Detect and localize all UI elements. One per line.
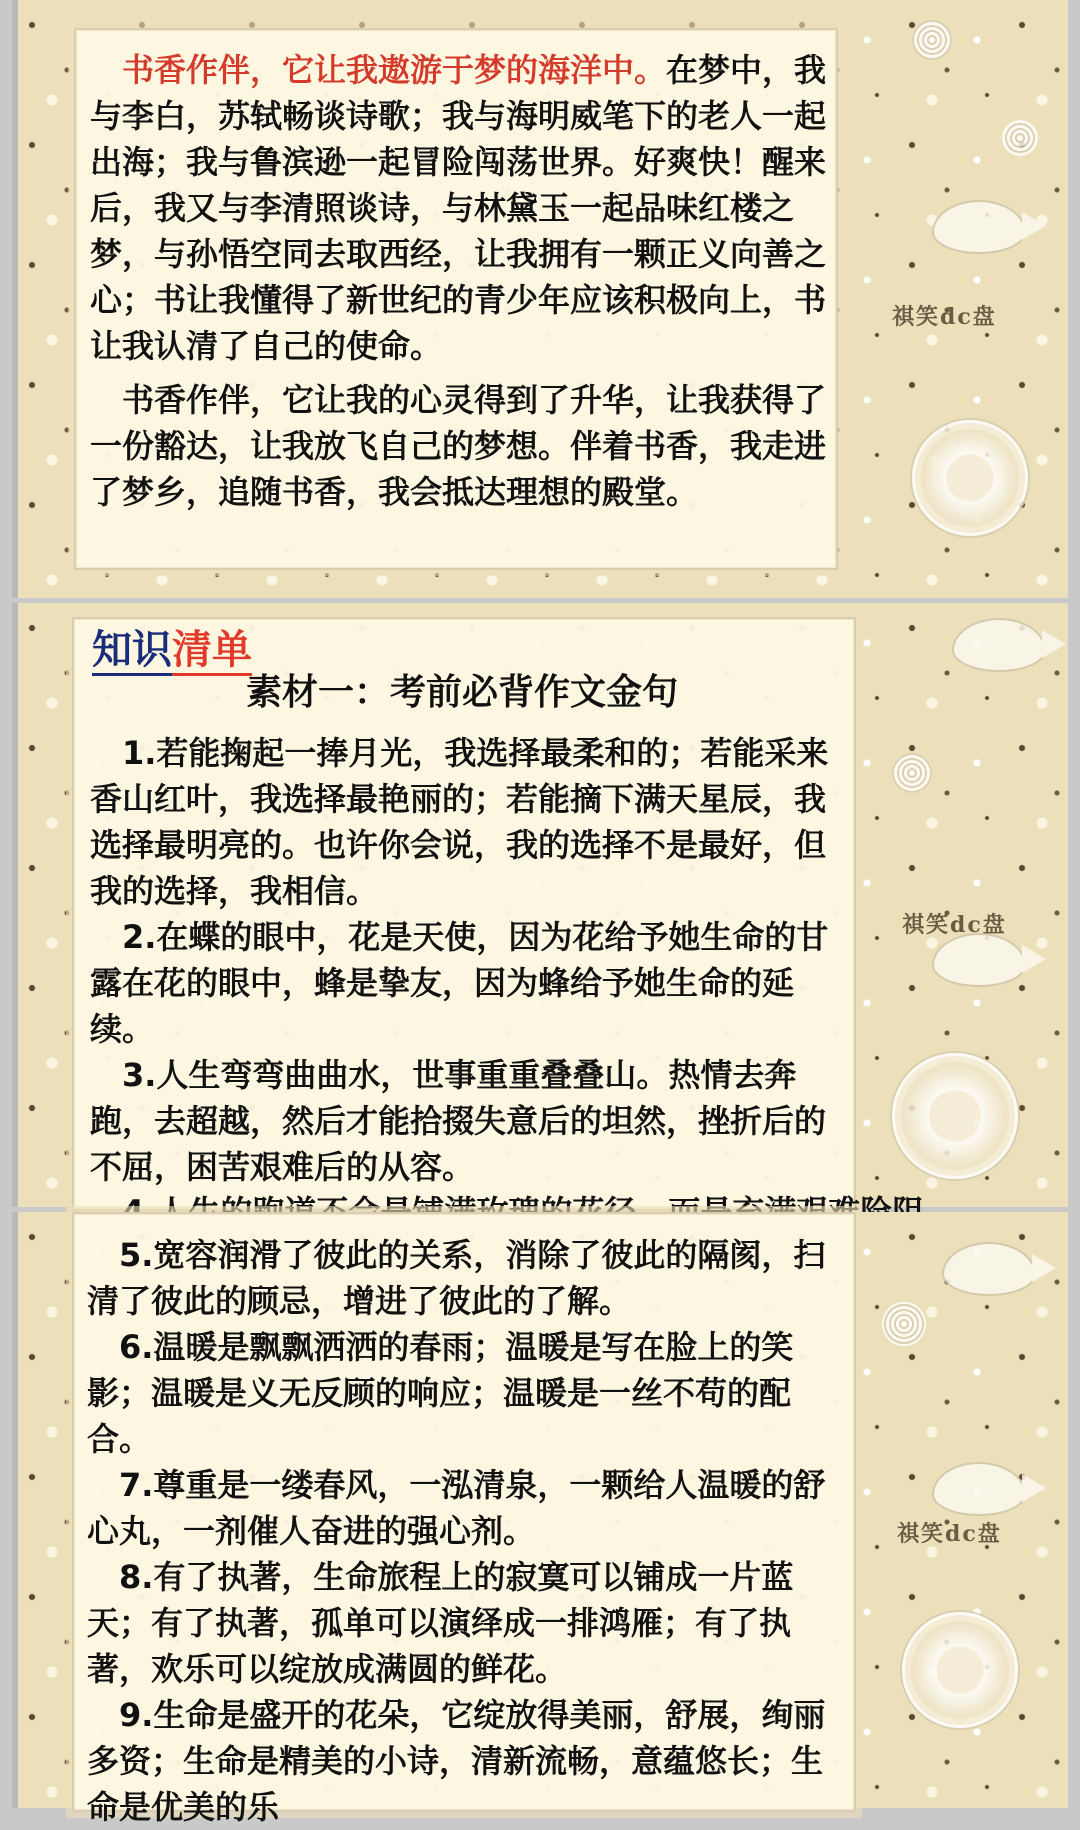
decorative-spiral: [892, 753, 932, 793]
decorative-fish: [952, 618, 1046, 672]
essay-text: [90, 47, 835, 523]
paragraph-text: 书香作伴，它让我的心灵得到了升华，让我获得了一份豁达，让我放飞自己的梦想。伴着书香，我走进了梦乡，追随书香，我会抵达理想的殿堂。: [90, 381, 827, 511]
watermark: 祺笑dc盘: [902, 912, 1007, 938]
decorative-spiral: [1002, 120, 1038, 156]
decorative-flower: [892, 1053, 1018, 1179]
heading-red-part: 清单: [172, 626, 252, 676]
quote-list: [90, 730, 840, 1190]
quote-item: 9.生命是盛开的花朵，它绽放得美丽，舒展，绚丽多资；生命是精美的小诗，清新流畅，意蕴悠长；生命是优美的乐: [87, 1696, 826, 1826]
section-heading: [92, 625, 252, 675]
decorative-flower: [902, 1612, 1018, 1728]
quote-item: 3.人生弯弯曲曲水，世事重重叠叠山。热情去奔跑，去超越，然后才能拾掇失意后的坦然，挫折后的不屈，困苦艰难后的从容。: [90, 1056, 827, 1186]
decorative-fish: [932, 200, 1026, 254]
watermark: 祺笑dc盘: [897, 1521, 1002, 1547]
slide-left-edge: [12, 0, 18, 598]
slide-1: [12, 0, 1068, 598]
paragraph-text: 在梦中，我与李白，苏轼畅谈诗歌；我与海明威笔下的老人一起出海；我与鲁滨逊一起冒险闯荡世界。好爽快！醒来后，我又与李清照谈诗，与林黛玉一起品味红楼之梦，与孙悟空同去取西经，让我拥有一颗正义向善之心；书让我懂得了新世纪的青少年应该积极向上，书让我认清了自己的使命。: [90, 51, 827, 365]
decorative-fish: [932, 933, 1026, 987]
slide-left-edge: [12, 1212, 18, 1808]
quote-item: 5.宽容润滑了彼此的关系，消除了彼此的隔阂，扫清了彼此的顾忌，增进了彼此的了解。: [87, 1236, 826, 1320]
watermark: 祺笑dc盘: [892, 304, 997, 330]
decorative-fish: [942, 1242, 1036, 1296]
quote-item: 6.温暖是飘飘洒洒的春雨；温暖是写在脸上的笑影；温暖是义无反顾的响应；温暖是一丝不苟的配合。: [87, 1328, 794, 1458]
slide-left-edge: [12, 603, 18, 1207]
decorative-spiral: [912, 20, 952, 60]
quote-item: 8.有了执著，生命旅程上的寂寞可以铺成一片蓝天；有了执著，孤单可以演绎成一排鸿雁；有了执著，欢乐可以绽放成满圆的鲜花。: [87, 1558, 794, 1688]
slide-3: [12, 1212, 1068, 1826]
slide-2: [12, 603, 1068, 1207]
quote-item: 1.若能掬起一捧月光，我选择最柔和的；若能采来香山红叶，我选择最艳丽的；若能摘下满天星辰，我选择最明亮的。也许你会说，我的选择不是最好，但我的选择，我相信。: [90, 734, 829, 910]
quote-list: [87, 1232, 847, 1830]
decorative-spiral: [882, 1302, 926, 1346]
paragraph: [90, 47, 835, 369]
paragraph: [90, 377, 835, 515]
decorative-fish: [932, 1462, 1026, 1516]
quote-item: 2.在蝶的眼中，花是天使，因为花给予她生命的甘露在花的眼中，蜂是挚友，因为蜂给予她生命的延续。: [90, 918, 829, 1048]
quote-item: 7.尊重是一缕春风，一泓清泉，一颗给人温暖的舒心丸，一剂催人奋进的强心剂。: [87, 1466, 826, 1550]
highlighted-sentence: 书香作伴，它让我遨游于梦的海洋中。: [122, 51, 667, 89]
heading-blue-part: 知识: [92, 626, 172, 676]
material-title: 素材一：考前必背作文金句: [245, 672, 678, 713]
decorative-flower: [912, 420, 1028, 536]
